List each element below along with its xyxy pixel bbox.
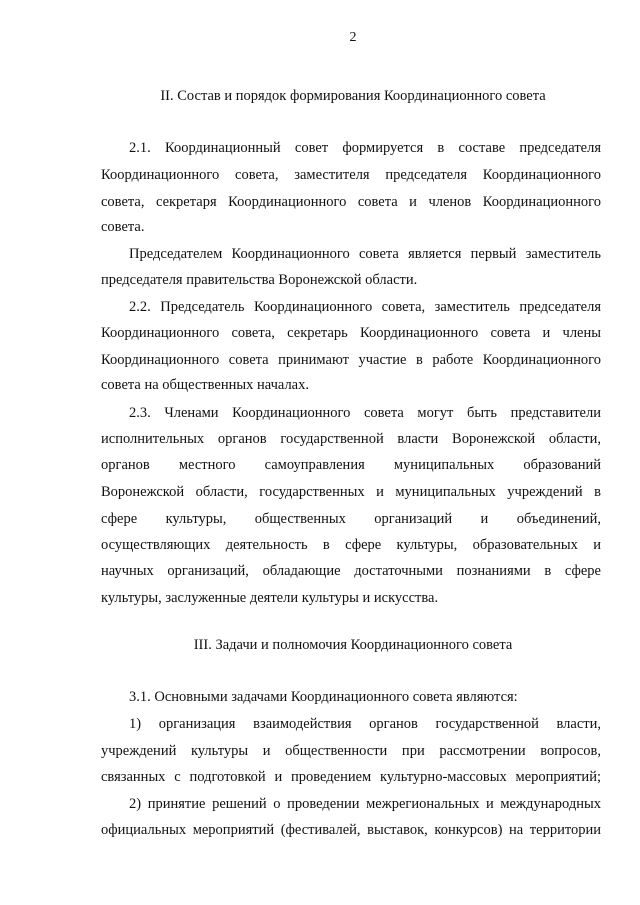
text-line: связанных с подготовкой и проведением культурно-массовых мероприятий; — [101, 769, 601, 785]
text-line: 1) организация взаимодействия органов государственной власти, — [129, 716, 601, 732]
text-line: Координационного совета принимают участие в работе Координационного — [101, 352, 601, 368]
text-line: официальных мероприятий (фестивалей, выставок, конкурсов) на территории — [101, 822, 601, 838]
text-line: научных организаций, обладающие достаточными познаниями в сфере — [101, 563, 601, 579]
text-line: осуществляющих деятельность в сфере культуры, образовательных и — [101, 537, 601, 553]
section-heading: II. Состав и порядок формирования Координационного совета — [160, 88, 546, 104]
text-line: Координационного совета, секретарь Координационного совета и члены — [101, 325, 601, 341]
text-line: 2.2. Председатель Координационного совета, заместитель председателя — [129, 299, 601, 315]
text-line: Воронежской области, государственных и муниципальных учреждений в — [101, 484, 601, 500]
text-line: учреждений культуры и общественности при рассмотрении вопросов, — [101, 743, 601, 759]
text-line: культуры, заслуженные деятели культуры и искусства. — [101, 590, 439, 606]
page-number: 2 — [349, 30, 357, 45]
text-line: исполнительных органов государственной власти Воронежской области, — [101, 431, 601, 447]
text-line: председателя правительства Воронежской области. — [101, 272, 418, 288]
text-line: органов местного самоуправления муниципальных образований — [101, 457, 601, 473]
text-line: совета на общественных началах. — [101, 377, 309, 393]
section-heading: III. Задачи и полномочия Координационного совета — [193, 637, 513, 653]
text-line: сфере культуры, общественных организаций и объединений, — [101, 511, 601, 527]
text-line: совета, секретаря Координационного совета и членов Координационного — [101, 194, 601, 210]
text-line: 2.1. Координационный совет формируется в составе председателя — [129, 140, 601, 156]
text-line: Председателем Координационного совета является первый заместитель — [129, 246, 601, 262]
text-line: 3.1. Основными задачами Координационного совета являются: — [129, 689, 518, 705]
text-line: совета. — [101, 219, 145, 235]
text-line: 2) принятие решений о проведении межрегиональных и международных — [129, 796, 601, 812]
text-line: Координационного совета, заместителя председателя Координационного — [101, 167, 601, 183]
text-line: 2.3. Членами Координационного совета могут быть представители — [129, 405, 601, 421]
